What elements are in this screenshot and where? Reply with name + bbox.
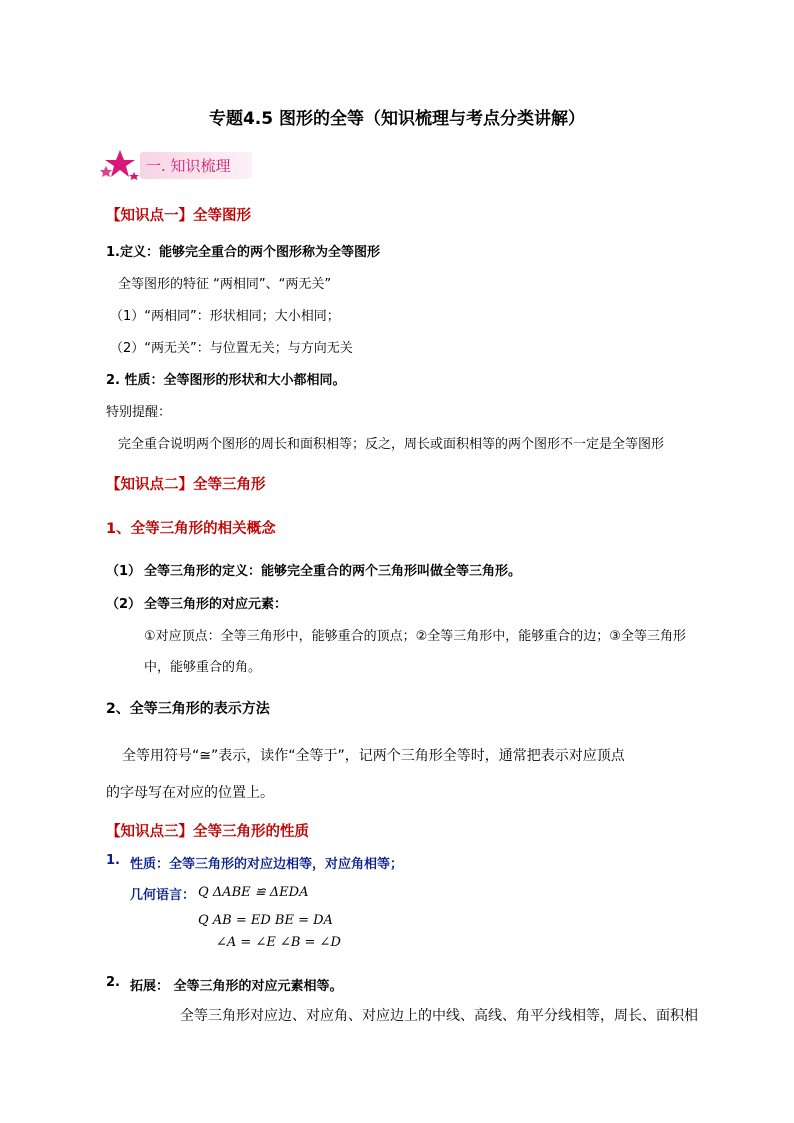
kp2-subheading-2: 2、全等三角形的表示方法 [106, 701, 270, 717]
page-title: 专题4.5 图形的全等（知识梳理与考点分类讲解） [208, 109, 586, 129]
kp3-p1-text: 性质：全等三角形的对应边相等，对应角相等； [130, 857, 404, 872]
kp2-corr-text: 全等三角形的对应元素： [144, 597, 288, 612]
kp2-corr-line2: 中，能够重合的角。 [144, 660, 262, 675]
kp2-subheading-1: 1、全等三角形的相关概念 [106, 521, 276, 537]
kp3-p2-text: 拓展： 全等三角形的对应元素相等。 [130, 979, 343, 994]
kp1-item1: （1）“两相同”：形状相同；大小相同； [110, 309, 340, 324]
kp3-heading: 【知识点三】全等三角形的性质 [106, 824, 309, 840]
kp3-p1-number: 1. [106, 853, 120, 868]
geometry-congruence: Q ΔABE ≌ ΔEDA [198, 885, 309, 900]
kp2-def-text: 全等三角形的定义：能够完全重合的两个三角形叫做全等三角形。 [144, 564, 522, 579]
banner-label: 一. 知识梳理 [146, 157, 231, 175]
kp2-def-number: （1） [106, 564, 142, 579]
geometry-sides: Q AB = ED BE = DA [198, 913, 333, 928]
kp2-representation-line2: 的字母写在对应的位置上。 [106, 785, 274, 801]
kp3-extension-line: 全等三角形对应边、对应角、对应边上的中线、高线、角平分线相等，周长、面积相 [180, 1008, 698, 1024]
kp1-definition: 1.定义：能够完全重合的两个图形称为全等图形 [106, 245, 380, 260]
kp1-feature: 全等图形的特征 “两相同”、“两无关” [118, 277, 332, 292]
section-banner [98, 146, 258, 186]
kp1-remind-label: 特别提醒： [106, 405, 172, 420]
kp1-heading: 【知识点一】全等图形 [106, 208, 251, 224]
geometry-language-label: 几何语言： [130, 888, 196, 903]
kp2-corr-line1: ①对应顶点：全等三角形中，能够重合的顶点；②全等三角形中，能够重合的边；③全等三角形 [144, 629, 686, 644]
kp1-property: 2. 性质：全等图形的形状和大小都相同。 [106, 373, 346, 388]
kp2-heading: 【知识点二】全等三角形 [106, 477, 266, 493]
kp1-item2: （2）“两无关”：与位置无关；与方向无关 [110, 341, 353, 356]
kp2-corr-number: （2） [106, 597, 142, 612]
kp1-remind-text: 完全重合说明两个图形的周长和面积相等；反之，周长或面积相等的两个图形不一定是全等图形 [118, 437, 665, 452]
kp3-p2-number: 2. [106, 975, 120, 990]
kp2-representation-line1: 全等用符号“≅”表示，读作“全等于”，记两个三角形全等时，通常把表示对应顶点 [122, 748, 625, 764]
geometry-angles: ∠A = ∠E ∠B = ∠D [216, 935, 341, 950]
